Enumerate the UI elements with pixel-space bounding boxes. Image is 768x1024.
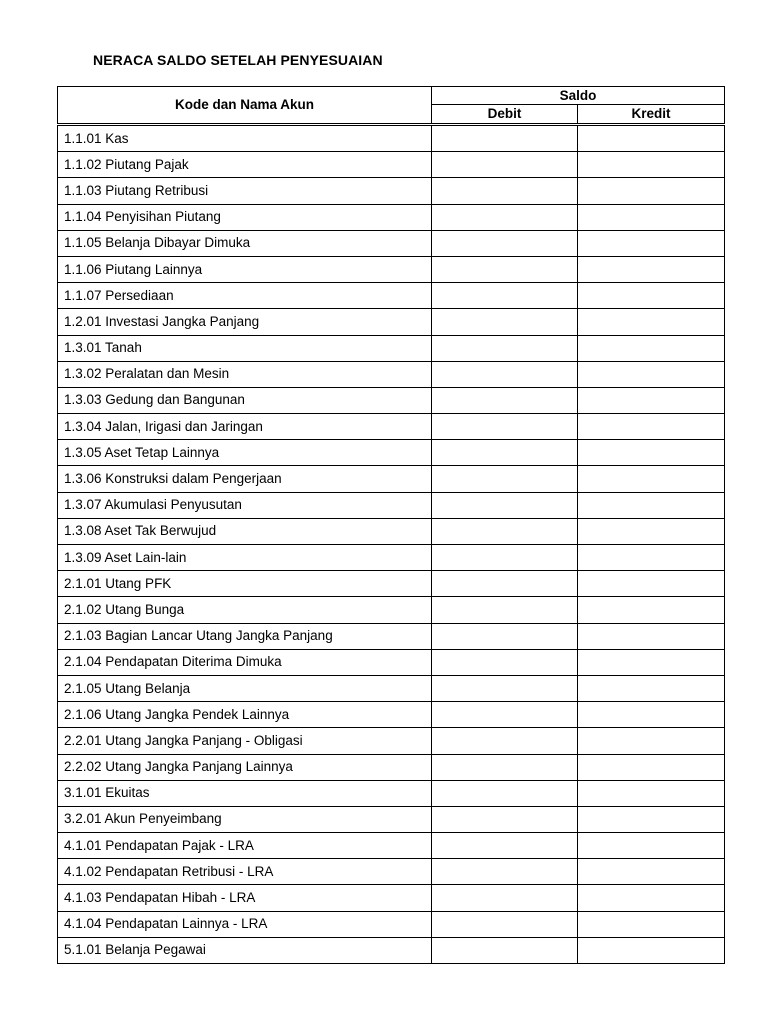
table-row <box>58 911 725 937</box>
debit-cell[interactable] <box>432 492 578 518</box>
kredit-cell[interactable] <box>578 937 725 963</box>
table-row <box>58 256 725 282</box>
debit-cell[interactable] <box>432 545 578 571</box>
account-name-cell: 1.3.06 Konstruksi dalam Pengerjaan <box>58 466 432 492</box>
account-name-cell: 1.1.03 Piutang Retribusi <box>58 178 432 204</box>
table-row <box>58 702 725 728</box>
account-name-cell: 1.3.09 Aset Lain-lain <box>58 545 432 571</box>
table-row <box>58 571 725 597</box>
debit-cell[interactable] <box>432 125 578 152</box>
account-name-cell: 2.1.03 Bagian Lancar Utang Jangka Panjang <box>58 623 432 649</box>
table-row <box>58 414 725 440</box>
kredit-cell[interactable] <box>578 806 725 832</box>
account-name-cell: 1.3.04 Jalan, Irigasi dan Jaringan <box>58 414 432 440</box>
debit-cell[interactable] <box>432 204 578 230</box>
account-name-cell: 2.1.04 Pendapatan Diterima Dimuka <box>58 649 432 675</box>
debit-cell[interactable] <box>432 937 578 963</box>
kredit-cell[interactable] <box>578 230 725 256</box>
table-row <box>58 937 725 963</box>
column-header-account: Kode dan Nama Akun <box>58 87 432 125</box>
table-row <box>58 675 725 701</box>
account-name-cell: 1.1.04 Penyisihan Piutang <box>58 204 432 230</box>
debit-cell[interactable] <box>432 623 578 649</box>
debit-cell[interactable] <box>432 152 578 178</box>
table-row <box>58 361 725 387</box>
kredit-cell[interactable] <box>578 518 725 544</box>
table-row <box>58 230 725 256</box>
debit-cell[interactable] <box>432 440 578 466</box>
account-name-cell: 1.1.02 Piutang Pajak <box>58 152 432 178</box>
debit-cell[interactable] <box>432 833 578 859</box>
page-title: NERACA SALDO SETELAH PENYESUAIAN <box>93 52 383 68</box>
kredit-cell[interactable] <box>578 440 725 466</box>
debit-cell[interactable] <box>432 911 578 937</box>
debit-cell[interactable] <box>432 387 578 413</box>
debit-cell[interactable] <box>432 361 578 387</box>
kredit-cell[interactable] <box>578 597 725 623</box>
table-row <box>58 125 725 152</box>
account-name-cell: 2.1.05 Utang Belanja <box>58 675 432 701</box>
table-row <box>58 466 725 492</box>
kredit-cell[interactable] <box>578 545 725 571</box>
table-row <box>58 178 725 204</box>
table-row <box>58 623 725 649</box>
debit-cell[interactable] <box>432 414 578 440</box>
account-name-cell: 2.1.06 Utang Jangka Pendek Lainnya <box>58 702 432 728</box>
kredit-cell[interactable] <box>578 414 725 440</box>
account-name-cell: 4.1.04 Pendapatan Lainnya - LRA <box>58 911 432 937</box>
account-name-cell: 1.1.06 Piutang Lainnya <box>58 256 432 282</box>
kredit-cell[interactable] <box>578 623 725 649</box>
debit-cell[interactable] <box>432 728 578 754</box>
table-row <box>58 309 725 335</box>
kredit-cell[interactable] <box>578 309 725 335</box>
table-row <box>58 152 725 178</box>
kredit-cell[interactable] <box>578 571 725 597</box>
kredit-cell[interactable] <box>578 283 725 309</box>
kredit-cell[interactable] <box>578 780 725 806</box>
table-row <box>58 754 725 780</box>
table-header-row <box>58 87 725 105</box>
account-name-cell: 4.1.01 Pendapatan Pajak - LRA <box>58 833 432 859</box>
debit-cell[interactable] <box>432 806 578 832</box>
debit-cell[interactable] <box>432 649 578 675</box>
account-name-cell: 4.1.02 Pendapatan Retribusi - LRA <box>58 859 432 885</box>
debit-cell[interactable] <box>432 283 578 309</box>
debit-cell[interactable] <box>432 466 578 492</box>
trial-balance-table <box>57 86 725 964</box>
debit-cell[interactable] <box>432 178 578 204</box>
account-name-cell: 1.3.01 Tanah <box>58 335 432 361</box>
debit-cell[interactable] <box>432 780 578 806</box>
account-name-cell: 1.3.03 Gedung dan Bangunan <box>58 387 432 413</box>
debit-cell[interactable] <box>432 309 578 335</box>
table-row <box>58 597 725 623</box>
debit-cell[interactable] <box>432 859 578 885</box>
account-name-cell: 3.1.01 Ekuitas <box>58 780 432 806</box>
table-row <box>58 780 725 806</box>
account-name-cell: 1.2.01 Investasi Jangka Panjang <box>58 309 432 335</box>
account-name-cell: 2.1.01 Utang PFK <box>58 571 432 597</box>
kredit-cell[interactable] <box>578 152 725 178</box>
kredit-cell[interactable] <box>578 178 725 204</box>
kredit-cell[interactable] <box>578 649 725 675</box>
kredit-cell[interactable] <box>578 754 725 780</box>
kredit-cell[interactable] <box>578 466 725 492</box>
debit-cell[interactable] <box>432 597 578 623</box>
kredit-cell[interactable] <box>578 361 725 387</box>
table-row <box>58 885 725 911</box>
account-name-cell: 3.2.01 Akun Penyeimbang <box>58 806 432 832</box>
table-row <box>58 283 725 309</box>
kredit-cell[interactable] <box>578 911 725 937</box>
debit-cell[interactable] <box>432 571 578 597</box>
kredit-cell[interactable] <box>578 492 725 518</box>
debit-cell[interactable] <box>432 885 578 911</box>
debit-cell[interactable] <box>432 754 578 780</box>
account-name-cell: 4.1.03 Pendapatan Hibah - LRA <box>58 885 432 911</box>
table-row <box>58 387 725 413</box>
account-name-cell: 1.1.05 Belanja Dibayar Dimuka <box>58 230 432 256</box>
debit-cell[interactable] <box>432 335 578 361</box>
debit-cell[interactable] <box>432 518 578 544</box>
kredit-cell[interactable] <box>578 675 725 701</box>
account-name-cell: 2.2.02 Utang Jangka Panjang Lainnya <box>58 754 432 780</box>
account-name-cell: 2.1.02 Utang Bunga <box>58 597 432 623</box>
table-body <box>58 125 725 964</box>
account-name-cell: 2.2.01 Utang Jangka Panjang - Obligasi <box>58 728 432 754</box>
debit-cell[interactable] <box>432 230 578 256</box>
table-row <box>58 649 725 675</box>
table-row <box>58 518 725 544</box>
account-name-cell: 1.3.07 Akumulasi Penyusutan <box>58 492 432 518</box>
kredit-cell[interactable] <box>578 256 725 282</box>
column-header-debit: Debit <box>432 105 578 125</box>
column-header-saldo: Saldo <box>432 87 725 105</box>
table-row <box>58 806 725 832</box>
kredit-cell[interactable] <box>578 702 725 728</box>
column-header-kredit: Kredit <box>578 105 725 125</box>
kredit-cell[interactable] <box>578 204 725 230</box>
account-name-cell: 1.3.05 Aset Tetap Lainnya <box>58 440 432 466</box>
table-row <box>58 335 725 361</box>
table-row <box>58 728 725 754</box>
kredit-cell[interactable] <box>578 859 725 885</box>
table-row <box>58 859 725 885</box>
debit-cell[interactable] <box>432 702 578 728</box>
account-name-cell: 1.1.07 Persediaan <box>58 283 432 309</box>
kredit-cell[interactable] <box>578 335 725 361</box>
kredit-cell[interactable] <box>578 125 725 152</box>
account-name-cell: 1.1.01 Kas <box>58 125 432 152</box>
kredit-cell[interactable] <box>578 728 725 754</box>
account-name-cell: 1.3.08 Aset Tak Berwujud <box>58 518 432 544</box>
account-name-cell: 5.1.01 Belanja Pegawai <box>58 937 432 963</box>
debit-cell[interactable] <box>432 675 578 701</box>
table-row <box>58 492 725 518</box>
table-row <box>58 204 725 230</box>
debit-cell[interactable] <box>432 256 578 282</box>
table-row <box>58 440 725 466</box>
kredit-cell[interactable] <box>578 885 725 911</box>
kredit-cell[interactable] <box>578 387 725 413</box>
table-row <box>58 545 725 571</box>
kredit-cell[interactable] <box>578 833 725 859</box>
table-row <box>58 833 725 859</box>
account-name-cell: 1.3.02 Peralatan dan Mesin <box>58 361 432 387</box>
